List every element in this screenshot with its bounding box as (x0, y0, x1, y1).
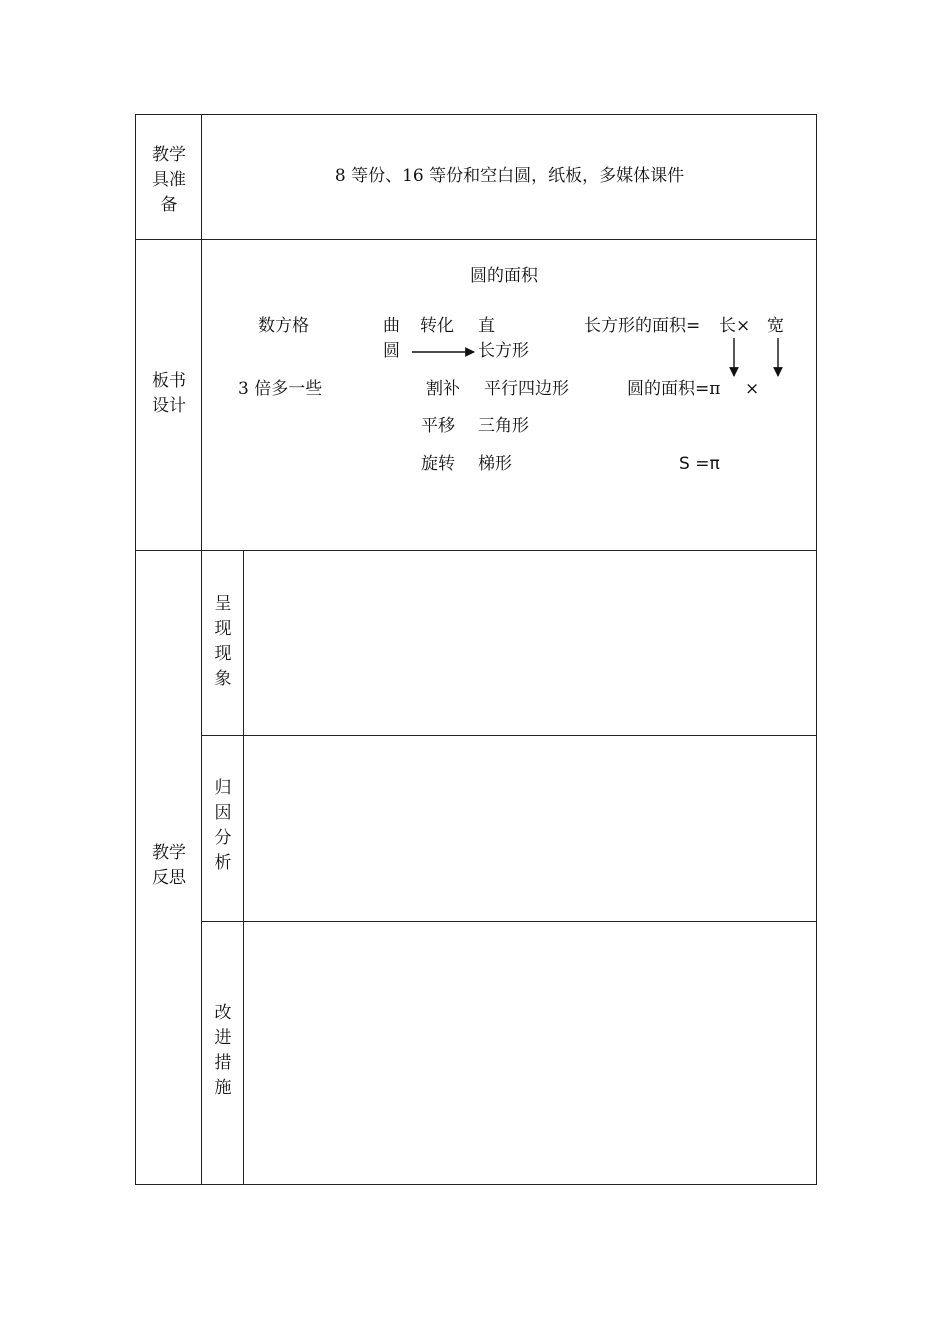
sub-label-guiyin (202, 776, 244, 876)
table-border-top (135, 114, 817, 115)
board-gebu: 割补 (426, 379, 460, 399)
sub-label-chars: 归因分析 (214, 778, 232, 873)
prep-label (136, 143, 202, 218)
table-border-bottom (135, 1184, 817, 1185)
board-zhi: 直 (478, 316, 495, 336)
prep-label-line: 教学 (152, 145, 186, 165)
board-sanjiao: 三角形 (478, 416, 529, 436)
board-chang-times: 长× (719, 316, 751, 336)
board-shufangge: 数方格 (258, 316, 309, 336)
board-pingxing: 平行四边形 (484, 379, 569, 399)
prep-label-line: 具准 (152, 170, 186, 190)
board-label-line: 板书 (152, 371, 186, 391)
board-tixing: 梯形 (478, 454, 512, 474)
board-label-line: 设计 (152, 396, 186, 416)
board-qu: 曲 (383, 316, 400, 336)
board-changfangxing: 长方形 (478, 341, 529, 361)
reflect-label-line: 反思 (152, 868, 186, 888)
table-border-left (135, 114, 136, 1185)
board-kuan: 宽 (767, 316, 784, 336)
board-times2: × (745, 379, 760, 399)
board-yuan: 圆 (383, 341, 400, 361)
row-divider-1 (135, 239, 817, 240)
board-circle-formula: 圆的面积=π (627, 379, 721, 399)
reflect-label-line: 教学 (152, 843, 186, 863)
board-beiduo: 3 倍多一些 (238, 379, 323, 399)
row-divider-2 (135, 550, 817, 551)
sub-label-chars: 呈现现象 (214, 594, 232, 689)
board-xuanzhuan: 旋转 (421, 454, 455, 474)
prep-label-line: 备 (160, 195, 178, 215)
sub-row-divider-1 (201, 735, 817, 736)
sub-label-chengxian (202, 592, 244, 692)
sub-label-gaijin (202, 1001, 244, 1101)
board-zhuanhua: 转化 (420, 316, 454, 336)
board-label (136, 369, 202, 419)
prep-content: 8 等份、16 等份和空白圆，纸板，多媒体课件 (334, 166, 685, 186)
sub-row-divider-2 (201, 921, 817, 922)
reflect-label (136, 841, 202, 891)
board-s-formula: S =π (679, 454, 720, 474)
table-border-right (816, 114, 817, 1185)
sub-label-chars: 改进措施 (214, 1003, 232, 1098)
board-pingyi: 平移 (421, 416, 455, 436)
board-rect-formula: 长方形的面积= (584, 316, 701, 336)
board-title: 圆的面积 (470, 266, 538, 286)
